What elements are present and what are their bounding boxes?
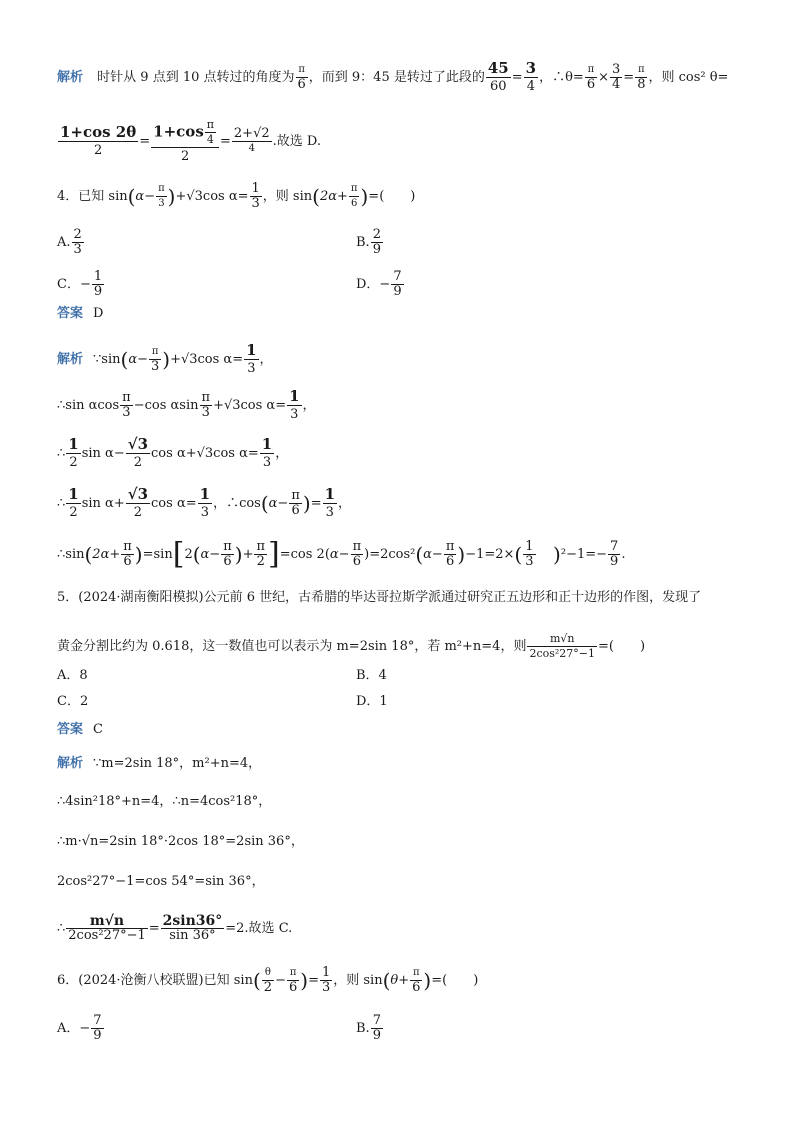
q4-analysis-step5: ∴sin(2α+ $\frac{\pi}{6}$ )=sin[2(α− $\frac{\pi}{6}$ )+ $\frac{\pi}{2}$ ]=cos 2(α− $\frac{\pi}{6}$ )=2cos²(α− $\frac{\pi}{6}$ )−1=2×( $\frac{1}{3}$ )²−1=− $\frac{7}{9}$ . xyxy=(57,536,626,572)
q4-option-a[interactable]: A. $\frac{2}{3}$ xyxy=(57,227,82,257)
q6-option-a[interactable]: A．− $\frac{7}{9}$ xyxy=(57,1013,102,1043)
q5-analysis-step5: ∴ $\frac{m√n}{\text{2cos²27°−1}}$ = $\frac{2\sin 36^\circ}{\sin 36^\circ}$ =2.故选 C. xyxy=(57,913,293,943)
q4-option-c[interactable]: C．− $\frac{1}{9}$ xyxy=(57,269,103,299)
q4-option-d[interactable]: D．− $\frac{7}{9}$ xyxy=(356,269,402,299)
q6-option-b[interactable]: B. $\frac{7}{9}$ xyxy=(356,1013,381,1043)
q5-answer: 答案 C xyxy=(57,722,103,737)
q4-analysis-step3: ∴ $\frac{1}{2}$ sin α− $\frac{√3}{2}$ cos α+√3cos α= $\frac{1}{3}$ ， xyxy=(57,435,289,470)
q4-stem: 4．已知 sin(α− $\frac{\pi}{3}$ )+√3cos α= $\frac{1}{3}$ ，则 sin(2α+ $\frac{\pi}{6}$ )=( ) xyxy=(57,181,416,211)
q5-analysis-step4: 2cos²27°−1=cos 54°=sin 36°， xyxy=(57,874,265,889)
q4-answer: 答案 D xyxy=(57,306,104,321)
q3-analysis-line2: $\frac{1+\cos 2\theta}{2}$ = 1+cos $\frac{\pi}{4}$ 2 = 2+√2 4 .故选 D. xyxy=(60,118,321,164)
q5-analysis-step2: ∴4sin²18°+n=4，∴n=4cos²18°， xyxy=(57,794,272,809)
q5-analysis-step3: ∴m·√n=2sin 18°·2cos 18°=2sin 36°， xyxy=(57,834,304,849)
q5-option-a[interactable]: A．8 xyxy=(57,668,88,683)
analysis-label: 解析 xyxy=(57,70,84,85)
q5-analysis-step1: 解析 ∵m=2sin 18°，m²+n=4， xyxy=(57,756,262,771)
q5-option-d[interactable]: D．1 xyxy=(356,694,388,709)
q4-analysis-step1: 解析 ∵sin(α− π 3 )+√3cos α= $\frac{1}{3}$ ， xyxy=(57,341,273,376)
q6-stem: 6．(2024·沧衡八校联盟)已知 sin( θ 2 − π 6 )= $\frac{1}{3}$ ，则 sin(θ+ π 6 )=( ) xyxy=(57,965,479,995)
q5-stem-line2: 黄金分割比约为 0.618，这一数值也可以表示为 m=2sin 18°，若 m²+n=4，则 $\frac{m√n}{\text{2cos²27°−1}}$ =( ) xyxy=(57,632,646,660)
q4-analysis-step4: ∴ $\frac{1}{2}$ sin α+ $\frac{√3}{2}$ cos α= $\frac{1}{3}$ ，∴cos(α− $\frac{\pi}{6}$ )= $\frac{1}{3}$ ， xyxy=(57,485,352,520)
q5-option-c[interactable]: C．2 xyxy=(57,694,89,709)
q4-analysis-step2: ∴sin αcos $\frac{\pi}{3}$ −cos αsin $\frac{\pi}{3}$ +√3cos α= $\frac{1}{3}$ ， xyxy=(57,387,316,422)
q4-option-b[interactable]: B. $\frac{2}{9}$ xyxy=(356,227,381,257)
q5-stem-line1: 5．(2024·湖南衡阳模拟)公元前 6 世纪，古希腊的毕达哥拉斯学派通过研究正五边形和正十边形的作图，发现了 xyxy=(57,590,702,605)
q3-analysis-line1: 解析 时针从 9 点到 10 点转过的角度为 π 6 ，而到 9：45 是转过了此段的 $\frac{45}{60}$ = $\frac{3}{4}$ ，∴θ= π 6 × $\frac{3}{4}$ = π 8 ，则 cos² θ= xyxy=(57,59,729,94)
q5-option-b[interactable]: B．4 xyxy=(356,668,387,683)
